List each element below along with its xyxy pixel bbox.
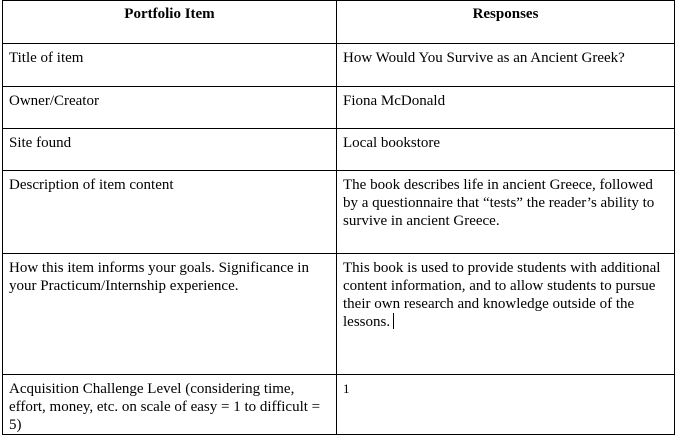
row-label-description[interactable]: Description of item content [3,171,337,254]
row-value-title[interactable]: How Would You Survive as an Ancient Greek? [337,44,675,87]
row-value-goals: This book is used to provide students with additional content information, and to allow students to pursue their own research and knowledge outside of the lessons. [343,260,661,330]
row-value-description[interactable]: The book describes life in ancient Greece, followed by a questionnaire that “tests” the reader’s ability to survive in ancient Greece. [337,171,675,254]
row-label-site[interactable]: Site found [3,129,337,171]
text-cursor [393,313,394,329]
row-label-acquisition[interactable]: Acquisition Challenge Level (considering time, effort, money, etc. on scale of easy = 1 to difficult = 5) [3,375,337,435]
table-row [3,254,675,375]
table-row [3,375,675,435]
header-portfolio-item: Portfolio Item [3,1,337,44]
table-row [3,87,675,129]
table-row [3,129,675,171]
table-row [3,171,675,254]
header-responses: Responses [337,1,675,44]
row-value-site[interactable]: Local bookstore [337,129,675,171]
table-row [3,44,675,87]
row-label-title[interactable]: Title of item [3,44,337,87]
portfolio-table [2,0,675,435]
row-value-owner[interactable]: Fiona McDonald [337,87,675,129]
row-value-acquisition[interactable]: 1 [337,375,675,435]
row-label-owner[interactable]: Owner/Creator [3,87,337,129]
table-header-row [3,1,675,44]
row-label-goals[interactable]: How this item informs your goals. Significance in your Practicum/Internship experience. [3,254,337,375]
row-value-goals-cell[interactable] [337,254,675,375]
